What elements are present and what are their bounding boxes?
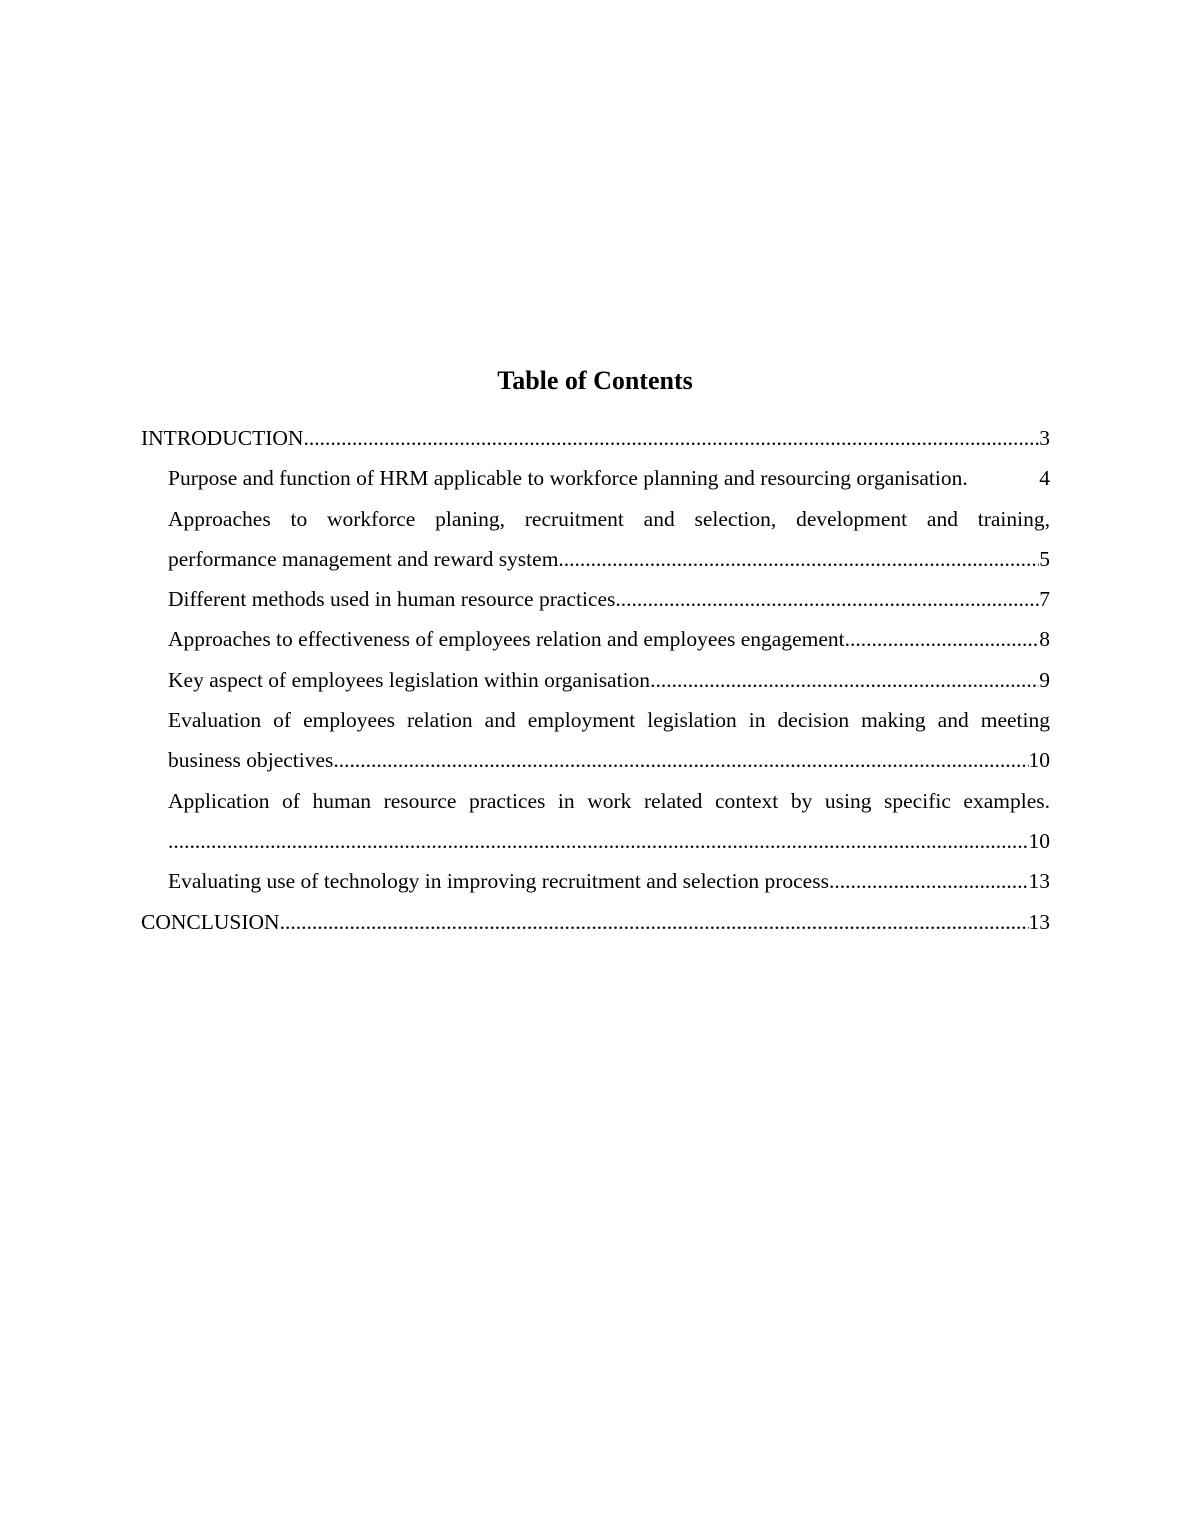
toc-entry-application-practices-line2[interactable] xyxy=(168,821,1050,861)
toc-page-number: 4 xyxy=(1039,466,1050,491)
toc-entry-text: Approaches to effectiveness of employees relation and employees engagement xyxy=(168,627,845,652)
dot-leader xyxy=(558,539,1039,579)
toc-entry-text: Application of human resource practices in work related context by using specific examples. xyxy=(168,788,1050,813)
dot-leader xyxy=(845,619,1040,659)
toc-page-number: 10 xyxy=(1028,748,1050,773)
toc-entry-text: Key aspect of employees legislation within organisation xyxy=(168,667,651,692)
toc-entry-text: Approaches to workforce planing, recruitment and selection, development and training, xyxy=(168,506,1050,531)
toc-page-number: 9 xyxy=(1039,667,1050,692)
toc-page-number: 8 xyxy=(1039,627,1050,652)
toc-entry-text: INTRODUCTION xyxy=(141,426,304,450)
dot-leader xyxy=(168,821,1029,861)
table-of-contents xyxy=(141,418,1050,942)
dot-leader xyxy=(333,740,1028,780)
toc-page-number: 3 xyxy=(1039,426,1050,450)
toc-page-number: 5 xyxy=(1039,546,1050,571)
toc-page-number: 7 xyxy=(1039,587,1050,612)
toc-entry-approaches-effectiveness[interactable] xyxy=(168,619,1050,659)
toc-page-number: 10 xyxy=(1028,828,1050,853)
toc-entry-text: performance management and reward system xyxy=(168,546,559,571)
toc-entry-application-practices-line1[interactable] xyxy=(168,781,1050,821)
toc-entry-introduction[interactable] xyxy=(141,418,1050,458)
dot-leader xyxy=(303,418,1039,458)
toc-entry-text: Different methods used in human resource practices xyxy=(168,587,616,612)
toc-entry-text: Purpose and function of HRM applicable to workforce planning and resourcing organisation. xyxy=(168,466,968,491)
toc-title: Table of Contents xyxy=(497,366,693,395)
toc-entry-approaches-workforce-line1[interactable] xyxy=(168,499,1050,539)
toc-entry-text: business objectives xyxy=(168,748,334,773)
dot-leader xyxy=(615,579,1039,619)
toc-entry-key-aspect[interactable] xyxy=(168,660,1050,700)
toc-page-number: 13 xyxy=(1028,909,1050,934)
toc-page-number: 13 xyxy=(1028,869,1050,894)
toc-entry-approaches-workforce-line2[interactable] xyxy=(168,539,1050,579)
toc-entry-text: CONCLUSION xyxy=(141,909,280,934)
toc-entry-evaluating-technology[interactable] xyxy=(168,861,1050,901)
toc-entry-evaluation-relation-line2[interactable] xyxy=(168,740,1050,780)
toc-entry-different-methods[interactable] xyxy=(168,579,1050,619)
toc-entry-purpose-function[interactable] xyxy=(168,458,1050,498)
dot-leader xyxy=(829,861,1029,901)
dot-leader xyxy=(280,902,1029,942)
toc-entry-text: Evaluation of employees relation and employment legislation in decision making and meeting xyxy=(168,708,1050,733)
toc-entry-evaluation-relation-line1[interactable] xyxy=(168,700,1050,740)
toc-entry-conclusion[interactable] xyxy=(141,902,1050,942)
toc-entry-text: Evaluating use of technology in improving recruitment and selection process xyxy=(168,869,829,894)
dot-leader xyxy=(650,660,1039,700)
